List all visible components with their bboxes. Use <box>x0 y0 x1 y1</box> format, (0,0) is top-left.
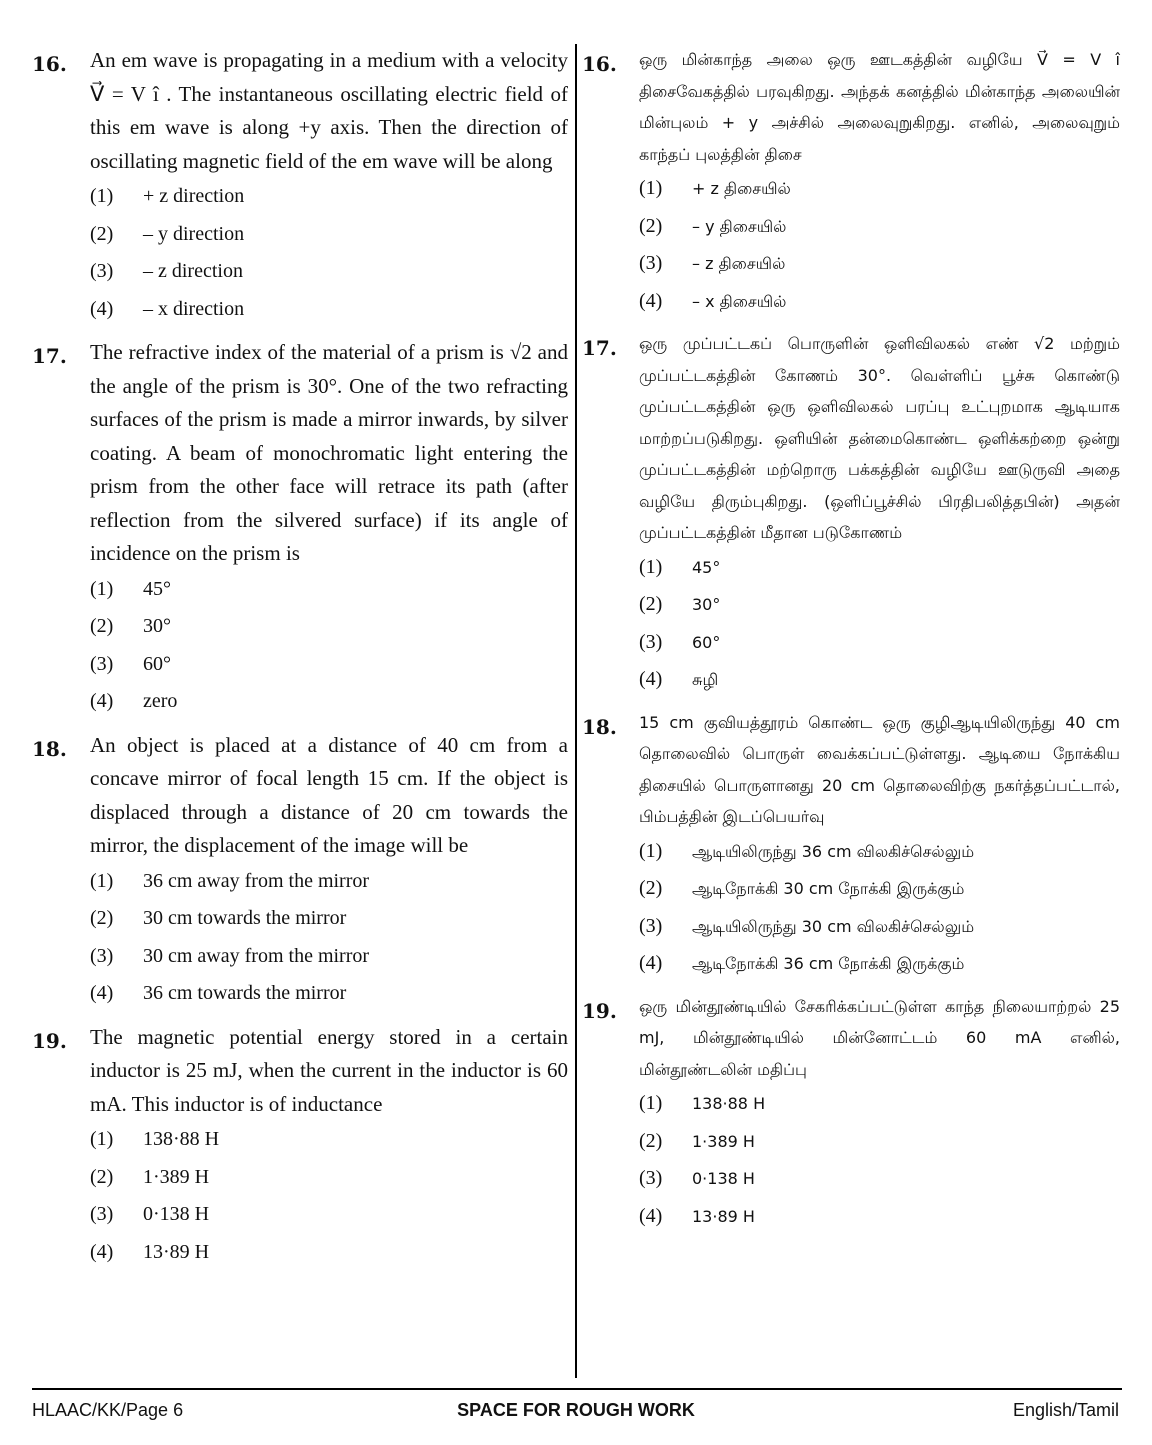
option-number: (3) <box>639 630 663 653</box>
option-text: 45° <box>692 557 721 577</box>
option-number: (2) <box>639 1129 663 1152</box>
option-text: 30° <box>143 615 171 637</box>
option-item <box>639 1085 1120 1123</box>
option-item <box>639 586 1120 624</box>
page-code: HLAAC/KK/Page 6 <box>32 1400 184 1420</box>
option-item <box>639 908 1120 946</box>
option-number: (1) <box>639 1092 663 1114</box>
option-item <box>90 863 568 901</box>
option-number: (4) <box>639 289 663 312</box>
option-item <box>90 571 568 609</box>
option-text: – x திசையில் <box>692 291 787 311</box>
option-text: சுழி <box>692 670 719 689</box>
option-text: 138·88 H <box>143 1128 220 1150</box>
footer-rule <box>32 1388 1122 1390</box>
option-number: (1) <box>90 185 114 207</box>
option-text: 138·88 H <box>692 1094 766 1113</box>
question-number: 19. <box>32 1028 67 1053</box>
option-item <box>639 283 1120 321</box>
option-number: (4) <box>639 668 663 690</box>
option-item <box>639 624 1120 662</box>
option-item <box>639 1160 1120 1198</box>
option-list <box>639 170 1120 320</box>
option-item <box>639 661 1120 699</box>
option-number: (2) <box>90 907 114 929</box>
option-list <box>639 833 1120 983</box>
option-list <box>90 571 568 721</box>
question-17-ta <box>582 328 1120 699</box>
option-number: (3) <box>90 1203 114 1225</box>
option-number: (2) <box>639 593 663 615</box>
option-number: (4) <box>90 1240 114 1263</box>
option-text: 30 cm towards the mirror <box>143 907 347 929</box>
option-item <box>90 1159 568 1197</box>
option-text: 45° <box>143 577 171 600</box>
option-item <box>639 170 1120 208</box>
option-number: (2) <box>90 222 114 245</box>
option-item <box>90 938 568 976</box>
option-item <box>639 1198 1120 1236</box>
option-item <box>639 245 1120 283</box>
question-18-en <box>32 729 568 1013</box>
question-number: 18. <box>582 714 617 739</box>
option-number: (2) <box>90 615 114 637</box>
tamil-column <box>582 44 1120 1243</box>
question-number: 17. <box>32 344 67 368</box>
option-item <box>90 1121 568 1159</box>
question-text: An em wave is propagating in a medium with a velocity V⃗ = V î . The instantaneous oscillating electric field of this em wave is along +y axis. Then the direction of oscillating magnetic field of the em wave will be along <box>90 48 568 173</box>
option-text: – x direction <box>143 297 245 320</box>
question-text: The magnetic potential energy stored in a certain inductor is 25 mJ, when the current in the inductor is 60 mA. This inductor is of inductance <box>90 1024 568 1116</box>
option-item <box>90 291 568 329</box>
option-number: (1) <box>90 577 114 600</box>
option-number: (3) <box>90 260 114 282</box>
option-number: (3) <box>639 1167 663 1189</box>
option-item <box>90 608 568 646</box>
option-number: (3) <box>90 652 114 675</box>
column-divider <box>575 44 577 1378</box>
question-text: An object is placed at a distance of 40 cm from a concave mirror of focal length 15 cm. If the object is displaced through a distance of 20 cm towards the mirror, the displacement of the image will be <box>90 732 568 857</box>
question-number: 17. <box>582 336 617 360</box>
option-item <box>90 683 568 721</box>
option-text: 36 cm towards the mirror <box>143 982 347 1004</box>
option-text: 30 cm away from the mirror <box>143 944 370 967</box>
option-item <box>90 975 568 1013</box>
option-list <box>90 1121 568 1271</box>
option-text: 0·138 H <box>143 1203 210 1225</box>
option-text: 13·89 H <box>692 1206 755 1226</box>
option-number: (3) <box>639 252 663 274</box>
option-number: (4) <box>639 952 663 974</box>
option-number: (1) <box>639 177 663 199</box>
question-text: ஒரு மின்காந்த அலை ஒரு ஊடகத்தின் வழியே V⃗ = V î திசைவேகத்தில் பரவுகிறது. அந்தக் கனத்தில் மின்காந்த அலையின் மின்புலம் + y அச்சில் அலைவுறுகிறது. எனில், அலைவுறும் காந்தப் புலத்தின் திசை <box>639 50 1120 164</box>
option-item <box>90 216 568 254</box>
question-17-en <box>32 336 568 721</box>
option-text: 0·138 H <box>692 1169 755 1188</box>
question-text: 15 cm குவியத்தூரம் கொண்ட ஒரு குழிஆடியிலிருந்து 40 cm தொலைவில் பொருள் வைக்கப்பட்டுள்ளது. ஆடியை நோக்கிய திசையில் பொருளானது 20 cm தொலைவிற்கு நகர்த்தப்பட்டால், பிம்பத்தின் இடப்பெயர்வு <box>639 712 1120 826</box>
option-number: (1) <box>90 1128 114 1150</box>
rough-work-label: SPACE FOR ROUGH WORK <box>457 1400 695 1420</box>
option-text: 60° <box>143 652 171 675</box>
option-number: (1) <box>90 869 114 892</box>
question-number: 18. <box>32 736 67 761</box>
option-item <box>639 549 1120 587</box>
option-item <box>639 945 1120 983</box>
option-item <box>90 646 568 684</box>
option-number: (4) <box>90 297 114 320</box>
question-text: ஒரு முப்பட்டகப் பொருளின் ஒளிவிலகல் எண் √2 மற்றும் முப்பட்டகத்தின் கோணம் 30°. வெள்ளிப் பூச்சு கொண்டு முப்பட்டகத்தின் ஒரு ஒளிவிலகல் பரப்பு உட்புறமாக ஆடியாக மாற்றப்படுகிறது. ஒளியின் தன்மைகொண்ட ஒளிக்கற்றை ஒன்று முப்பட்டகத்தின் மற்றொரு பக்கத்தின் வழியே ஊடுருவி அதை வழியே திரும்புகிறது. (ஒளிப்பூச்சில் பிரதிபலித்தபின்) அதன் முப்பட்டகத்தின் மீதான படுகோணம் <box>639 334 1120 542</box>
option-text: – z திசையில் <box>692 254 786 273</box>
option-text: 1·389 H <box>143 1165 210 1188</box>
option-list <box>90 863 568 1013</box>
option-number: (1) <box>639 555 663 578</box>
option-text: + z திசையில் <box>692 179 791 198</box>
question-number: 16. <box>32 52 67 76</box>
option-text: ஆடியிலிருந்து 30 cm விலகிச்செல்லும் <box>692 916 975 936</box>
option-list <box>639 549 1120 699</box>
option-item <box>90 1196 568 1234</box>
question-text: The refractive index of the material of a prism is √2 and the angle of the prism is 30°. One of the two refracting surfaces of the prism is made a mirror inwards, by silver coating. A beam of monochromatic light entering the prism from the other face will retrace its path (after reflection from the silvered surface) if its angle of incidence on the prism is <box>90 340 568 565</box>
option-text: 30° <box>692 595 721 614</box>
option-text: ஆடிநோக்கி 30 cm நோக்கி இருக்கும் <box>692 879 965 898</box>
option-number: (3) <box>90 944 114 967</box>
option-item <box>90 900 568 938</box>
question-19-en <box>32 1021 568 1272</box>
option-text: – z direction <box>143 260 243 282</box>
option-text: ஆடியிலிருந்து 36 cm விலகிச்செல்லும் <box>692 841 975 861</box>
option-text: 36 cm away from the mirror <box>143 869 370 892</box>
option-text: + z direction <box>143 185 245 207</box>
option-item <box>90 178 568 216</box>
option-number: (2) <box>639 877 663 899</box>
question-16-ta <box>582 44 1120 320</box>
language-label: English/Tamil <box>1012 1400 1119 1420</box>
option-number: (4) <box>639 1204 663 1227</box>
option-number: (4) <box>90 982 114 1004</box>
question-16-en <box>32 44 568 328</box>
option-list <box>639 1085 1120 1235</box>
option-number: (4) <box>90 690 114 712</box>
option-item <box>639 833 1120 871</box>
option-item <box>639 870 1120 908</box>
question-18-ta <box>582 707 1120 983</box>
question-text: ஒரு மின்தூண்டியில் சேகரிக்கப்பட்டுள்ள காந்த நிலையாற்றல் 25 mJ, மின்தூண்டியில் மின்னோட்டம் 60 mA எனில், மின்தூண்டலின் மதிப்பு <box>639 996 1120 1079</box>
option-list <box>90 178 568 328</box>
option-number: (1) <box>639 839 663 862</box>
question-19-ta <box>582 991 1120 1236</box>
option-item <box>90 253 568 291</box>
option-text: – y திசையில் <box>692 216 787 236</box>
question-number: 19. <box>582 998 617 1023</box>
option-item <box>90 1234 568 1272</box>
option-text: ஆடிநோக்கி 36 cm நோக்கி இருக்கும் <box>692 954 965 973</box>
option-text: 1·389 H <box>692 1131 755 1151</box>
english-column <box>32 44 568 1279</box>
option-text: 13·89 H <box>143 1240 210 1263</box>
option-item <box>639 1123 1120 1161</box>
option-text: zero <box>143 690 178 712</box>
option-text: – y direction <box>143 222 245 245</box>
option-text: 60° <box>692 632 721 652</box>
option-item <box>639 208 1120 246</box>
option-number: (2) <box>90 1165 114 1188</box>
option-number: (2) <box>639 214 663 237</box>
question-number: 16. <box>582 52 617 76</box>
option-number: (3) <box>639 914 663 937</box>
